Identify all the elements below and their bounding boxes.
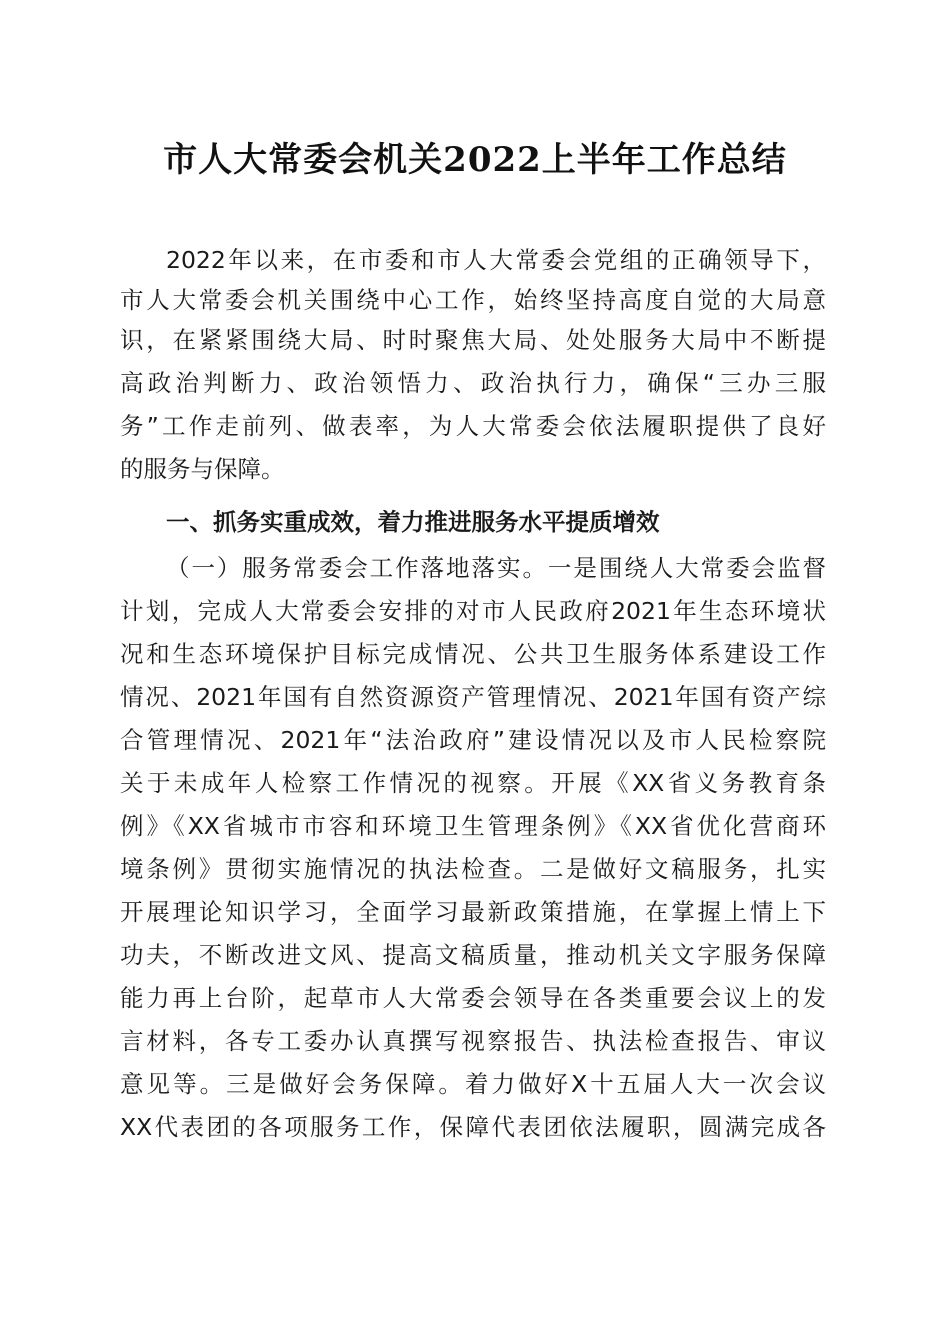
paragraph-line: 识，在紧紧围绕大局、时时聚焦大局、处处服务大局中不断提 [120, 326, 826, 354]
paragraph-line: （一）服务常委会工作落地落实。一是围绕人大常委会监督 [166, 554, 826, 582]
section-heading: 一、抓务实重成效，着力推进服务水平提质增效 [166, 508, 660, 536]
paragraph-line: 能力再上台阶，起草市人大常委会领导在各类重要会议上的发 [120, 984, 826, 1012]
paragraph-line: 开展理论知识学习，全面学习最新政策措施，在掌握上情上下 [120, 898, 826, 926]
paragraph-line: 情况、2021年国有自然资源资产管理情况、2021年国有资产综 [120, 683, 826, 711]
paragraph-line: 的服务与保障。 [120, 455, 285, 483]
paragraph-line: 合管理情况、2021年“法治政府”建设情况以及市人民检察院 [120, 726, 826, 754]
paragraph-line: 关于未成年人检察工作情况的视察。开展《XX省义务教育条 [120, 769, 826, 797]
paragraph-line: 境条例》贯彻实施情况的执法检查。二是做好文稿服务，扎实 [120, 855, 826, 883]
paragraph-line: 意见等。三是做好会务保障。着力做好X十五届人大一次会议 [120, 1070, 826, 1098]
paragraph-line: XX代表团的各项服务工作，保障代表团依法履职，圆满完成各 [120, 1113, 826, 1141]
document-title: 市人大常委会机关2022上半年工作总结 [163, 140, 787, 180]
paragraph-line: 例》《XX省城市市容和环境卫生管理条例》《XX省优化营商环 [120, 812, 826, 840]
paragraph-line: 高政治判断力、政治领悟力、政治执行力，确保“三办三服 [120, 369, 826, 397]
paragraph-line: 计划，完成人大常委会安排的对市人民政府2021年生态环境状 [120, 597, 826, 625]
paragraph-line: 2022年以来，在市委和市人大常委会党组的正确领导下， [166, 246, 826, 274]
paragraph-line: 市人大常委会机关围绕中心工作，始终坚持高度自觉的大局意 [120, 286, 826, 314]
paragraph-line: 务”工作走前列、做表率，为人大常委会依法履职提供了良好 [120, 412, 826, 440]
paragraph-line: 功夫，不断改进文风、提高文稿质量，推动机关文字服务保障 [120, 941, 826, 969]
paragraph-line: 言材料，各专工委办认真撰写视察报告、执法检查报告、审议 [120, 1027, 826, 1055]
paragraph-line: 况和生态环境保护目标完成情况、公共卫生服务体系建设工作 [120, 640, 826, 668]
